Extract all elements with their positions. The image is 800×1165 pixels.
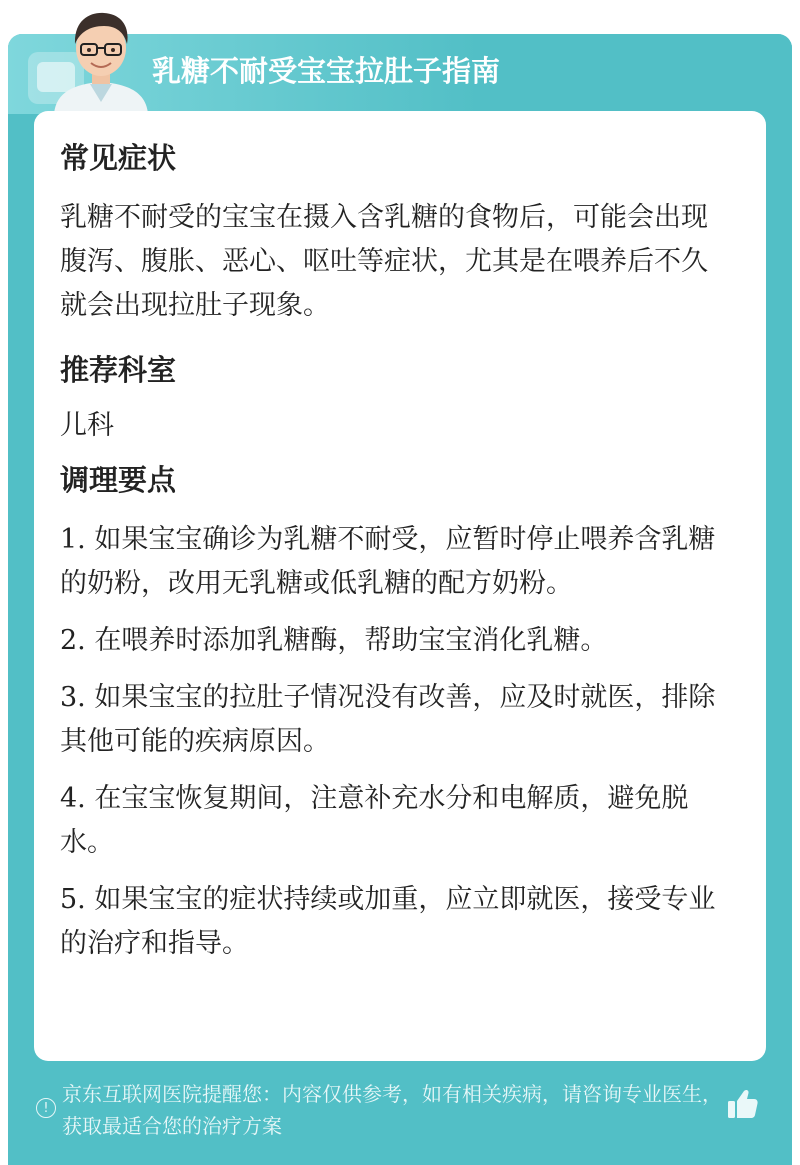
list-item-number: 1. xyxy=(60,524,86,555)
list-item xyxy=(60,777,730,865)
list-item-text: 如果宝宝确诊为乳糖不耐受，应暂时停止喂养含乳糖的奶粉，改用无乳糖或低乳糖的配方奶粉。 xyxy=(60,524,716,599)
list-item xyxy=(60,619,730,663)
thumbs-up-icon[interactable] xyxy=(722,1084,762,1124)
list-item-number: 2. xyxy=(60,625,86,656)
section-symptoms xyxy=(60,140,730,328)
section-heading: 常见症状 xyxy=(60,141,177,175)
doctor-avatar xyxy=(46,6,156,114)
list-item-number: 3. xyxy=(60,682,86,713)
list-item-number: 5. xyxy=(60,884,86,915)
disclaimer-text: 京东互联网医院提醒您：内容仅供参考，如有相关疾病，请咨询专业医生，获取最适合您的治疗方案 xyxy=(62,1082,722,1138)
info-icon: ! xyxy=(36,1098,56,1118)
section-heading: 推荐科室 xyxy=(60,353,177,387)
list-item-number: 4. xyxy=(60,783,86,814)
section-heading: 调理要点 xyxy=(60,463,177,497)
section-paragraph: 儿科 xyxy=(60,410,114,441)
list-item xyxy=(60,878,730,966)
list-item-text: 如果宝宝的拉肚子情况没有改善，应及时就医，排除其他可能的疾病原因。 xyxy=(60,682,716,757)
content-area xyxy=(60,140,730,966)
list-item xyxy=(60,518,730,606)
page-title: 乳糖不耐受宝宝拉肚子指南 xyxy=(152,54,501,88)
list-item xyxy=(60,676,730,764)
list-item-text: 在喂养时添加乳糖酶，帮助宝宝消化乳糖。 xyxy=(94,625,608,656)
section-paragraph: 乳糖不耐受的宝宝在摄入含乳糖的食物后，可能会出现腹泻、腹胀、恶心、呕吐等症状，尤其是在喂养后不久就会出现拉肚子现象。 xyxy=(60,202,708,321)
section-department xyxy=(60,352,730,448)
section-care-tips xyxy=(60,462,730,966)
list-item-text: 在宝宝恢复期间，注意补充水分和电解质，避免脱水。 xyxy=(60,783,689,858)
list-item-text: 如果宝宝的症状持续或加重，应立即就医，接受专业的治疗和指导。 xyxy=(60,884,716,959)
